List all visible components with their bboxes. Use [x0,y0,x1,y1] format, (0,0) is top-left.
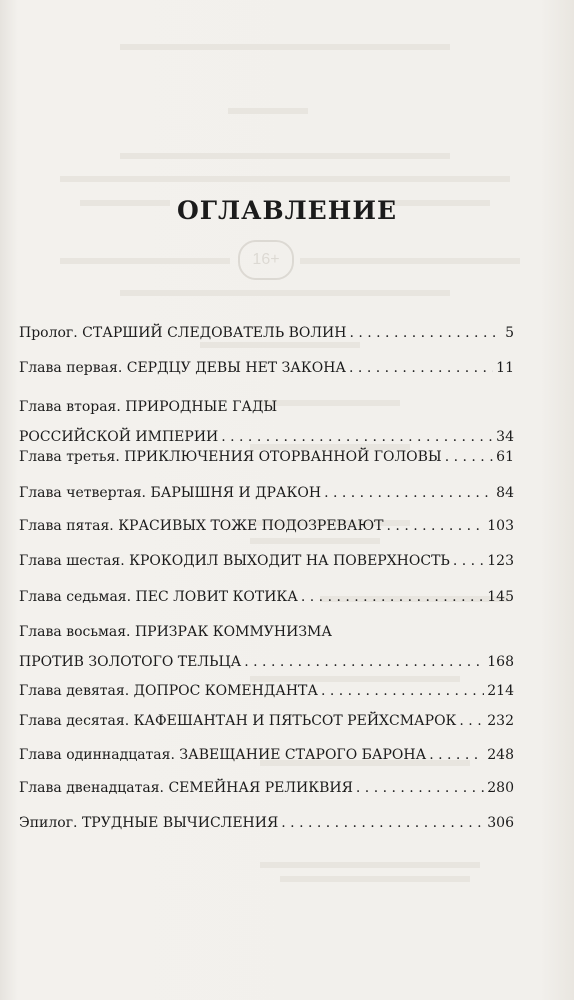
chapter-title: БАРЫШНЯ И ДРАКОН [150,485,322,501]
dot-leader [321,676,484,706]
toc-heading: ОГЛАВЛЕНИЕ [176,196,398,225]
dot-leader [349,353,493,383]
toc-entry[interactable] [19,511,514,541]
page-number: 123 [487,553,514,569]
toc-entry[interactable] [19,478,514,508]
dot-leader [324,478,493,508]
page-number: 34 [496,429,514,445]
dot-leader [387,511,485,541]
toc-entry[interactable] [19,706,514,736]
page-number: 168 [487,654,514,670]
chapter-label: Глава четвертая. [19,485,146,501]
toc-entry[interactable] [19,442,514,472]
dot-leader [453,546,484,576]
chapter-title-line1: ПРИРОДНЫЕ ГАДЫ [125,399,278,415]
chapter-title-line1: ПРИЗРАК КОММУНИЗМА [134,624,332,640]
chapter-label: Глава вторая. [19,399,121,415]
chapter-title: КАФЕШАНТАН И ПЯТЬСОТ РЕЙХСМАРОК [133,713,457,729]
toc-entry[interactable] [19,773,514,803]
chapter-title: СЕРДЦУ ДЕВЫ НЕТ ЗАКОНА [126,360,347,376]
chapter-label: Глава девятая. [19,683,130,699]
toc-entry[interactable] [19,676,514,706]
chapter-title: КРАСИВЫХ ТОЖЕ ПОДОЗРЕВАЮТ [118,518,384,534]
toc-entry[interactable] [19,808,514,838]
dot-leader [445,442,493,472]
chapter-title: ПЕС ЛОВИТ КОТИКА [135,589,298,605]
chapter-title: ПРИКЛЮЧЕНИЯ ОТОРВАННОЙ ГОЛОВЫ [124,449,442,465]
chapter-title: СТАРШИЙ СЛЕДОВАТЕЛЬ ВОЛИН [82,325,347,341]
page-number: 214 [487,683,514,699]
chapter-label: Пролог. [19,325,78,341]
dot-leader [244,647,484,677]
page-number: 103 [487,518,514,534]
dot-leader [429,740,484,770]
toc-entry[interactable] [19,582,514,612]
chapter-label: Глава шестая. [19,553,125,569]
chapter-title: КРОКОДИЛ ВЫХОДИТ НА ПОВЕРХНОСТЬ [129,553,450,569]
chapter-label: Глава одиннадцатая. [19,747,175,763]
toc-entry[interactable] [19,617,514,677]
chapter-title: ЗАВЕЩАНИЕ СТАРОГО БАРОНА [179,747,427,763]
page-number: 5 [505,325,514,341]
chapter-label: Глава восьмая. [19,624,131,640]
dot-leader [301,582,484,612]
chapter-title: ДОПРОС КОМЕНДАНТА [133,683,318,699]
chapter-title: РОССИЙСКОЙ ИМПЕРИИ [19,429,219,445]
page-number: 280 [487,780,514,796]
page-number: 84 [496,485,514,501]
page-number: 248 [487,747,514,763]
chapter-title: ПРОТИВ ЗОЛОТОГО ТЕЛЬЦА [19,654,242,670]
chapter-label: Глава седьмая. [19,589,132,605]
dot-leader [356,773,484,803]
dot-leader [349,318,502,348]
toc-entry[interactable] [19,318,514,348]
dot-leader [281,808,484,838]
chapter-label: Глава первая. [19,360,123,376]
chapter-label: Эпилог. [19,815,78,831]
toc-entry[interactable] [19,546,514,576]
chapter-label: Глава пятая. [19,518,114,534]
chapter-label: Глава двенадцатая. [19,780,164,796]
chapter-label: Глава третья. [19,449,120,465]
page-number: 145 [487,589,514,605]
age-rating-bleed: 16+ [238,240,294,280]
page-number: 11 [496,360,514,376]
chapter-label: Глава десятая. [19,713,130,729]
page-number: 232 [487,713,514,729]
chapter-title: ТРУДНЫЕ ВЫЧИСЛЕНИЯ [81,815,279,831]
page-number: 61 [496,449,514,465]
page-number: 306 [487,815,514,831]
toc-entry[interactable] [19,740,514,770]
dot-leader [459,706,484,736]
toc-entry[interactable] [19,353,514,383]
chapter-title: СЕМЕЙНАЯ РЕЛИКВИЯ [168,780,353,796]
